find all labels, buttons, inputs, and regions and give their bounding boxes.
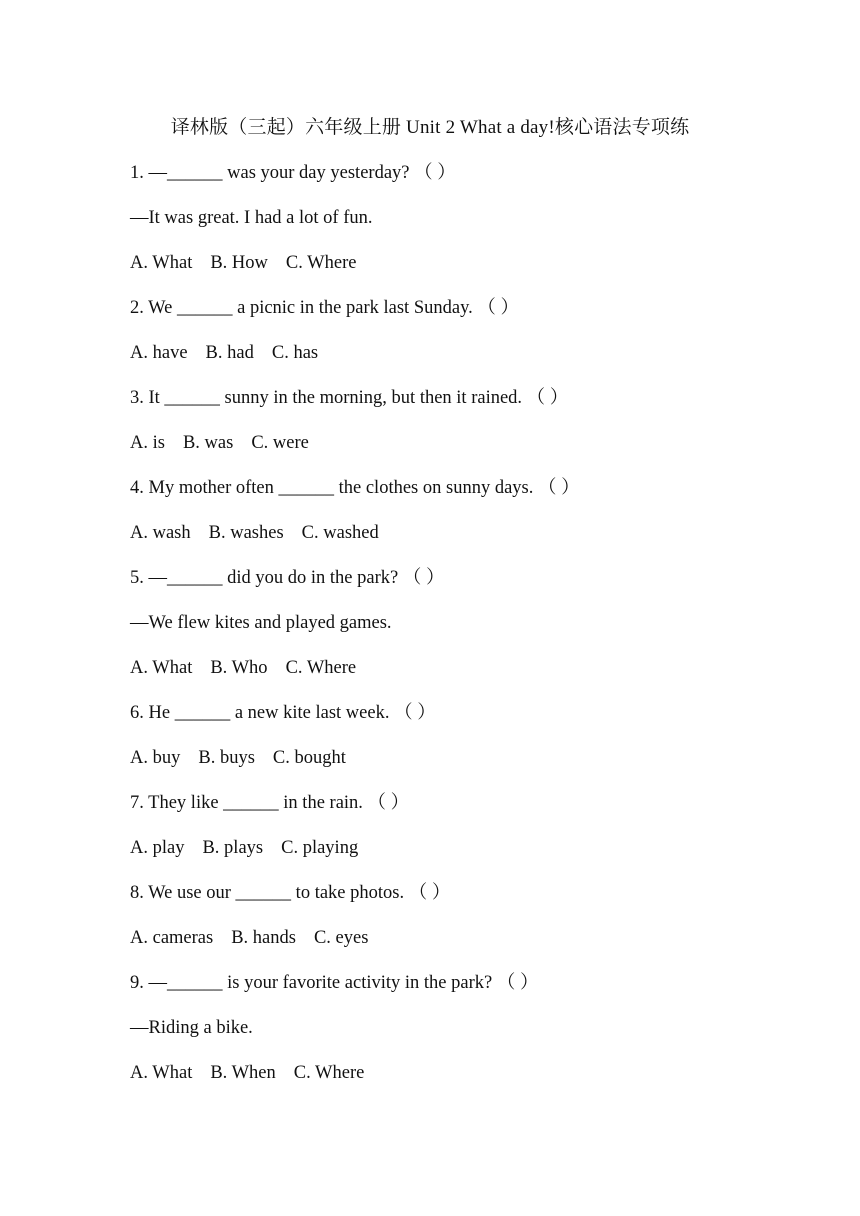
option-a: A. have (130, 343, 188, 363)
option-c: C. Where (285, 658, 357, 678)
question-1-reply: —It was great. I had a lot of fun. (130, 208, 373, 228)
question-3-options (130, 430, 327, 456)
question-6-options (130, 745, 364, 771)
question-1-stem: 1. —______ was your day yesterday? （ ） (130, 163, 456, 183)
question-6-stem: 6. He ______ a new kite last week. （ ） (130, 703, 436, 723)
option-c: C. bought (272, 748, 346, 768)
question-1-options (130, 250, 374, 276)
question-7-options (130, 835, 376, 861)
question-4-options (130, 520, 397, 546)
question-9-options (130, 1060, 382, 1086)
option-c: C. washed (301, 523, 379, 543)
option-a: A. What (130, 253, 193, 273)
option-b: B. How (210, 253, 268, 273)
option-c: C. were (251, 433, 309, 453)
question-5-reply: —We flew kites and played games. (130, 613, 392, 633)
question-7-stem: 7. They like ______ in the rain. （ ） (130, 793, 410, 813)
option-b: B. buys (198, 748, 255, 768)
option-b: B. washes (208, 523, 284, 543)
option-b: B. hands (231, 928, 296, 948)
option-b: B. had (205, 343, 254, 363)
question-8-options (130, 925, 386, 951)
option-a: A. wash (130, 523, 191, 543)
question-2-options (130, 340, 336, 366)
option-a: A. cameras (130, 928, 214, 948)
question-4-stem: 4. My mother often ______ the clothes on sunny days. （ ） (130, 478, 580, 498)
option-a: A. is (130, 433, 165, 453)
option-c: C. playing (281, 838, 359, 858)
document-title: 译林版（三起）六年级上册 Unit 2 What a day!核心语法专项练 (170, 117, 690, 138)
option-a: A. play (130, 838, 185, 858)
question-9-reply: —Riding a bike. (130, 1018, 253, 1038)
option-b: B. was (182, 433, 234, 453)
option-a: A. buy (130, 748, 181, 768)
question-9-stem: 9. —______ is your favorite activity in the park? （ ） (130, 973, 539, 993)
option-b: B. plays (202, 838, 264, 858)
question-8-stem: 8. We use our ______ to take photos. （ ） (130, 883, 451, 903)
option-a: A. What (130, 1063, 193, 1083)
question-2-stem: 2. We ______ a picnic in the park last Sunday. （ ） (130, 298, 519, 318)
option-c: C. Where (285, 253, 357, 273)
option-c: C. has (271, 343, 319, 363)
option-c: C. Where (293, 1063, 365, 1083)
option-b: B. When (210, 1063, 276, 1083)
option-b: B. Who (210, 658, 268, 678)
question-5-options (130, 655, 374, 681)
question-5-stem: 5. —______ did you do in the park? （ ） (130, 568, 445, 588)
option-c: C. eyes (313, 928, 369, 948)
option-a: A. What (130, 658, 193, 678)
question-3-stem: 3. It ______ sunny in the morning, but then it rained. （ ） (130, 388, 569, 408)
